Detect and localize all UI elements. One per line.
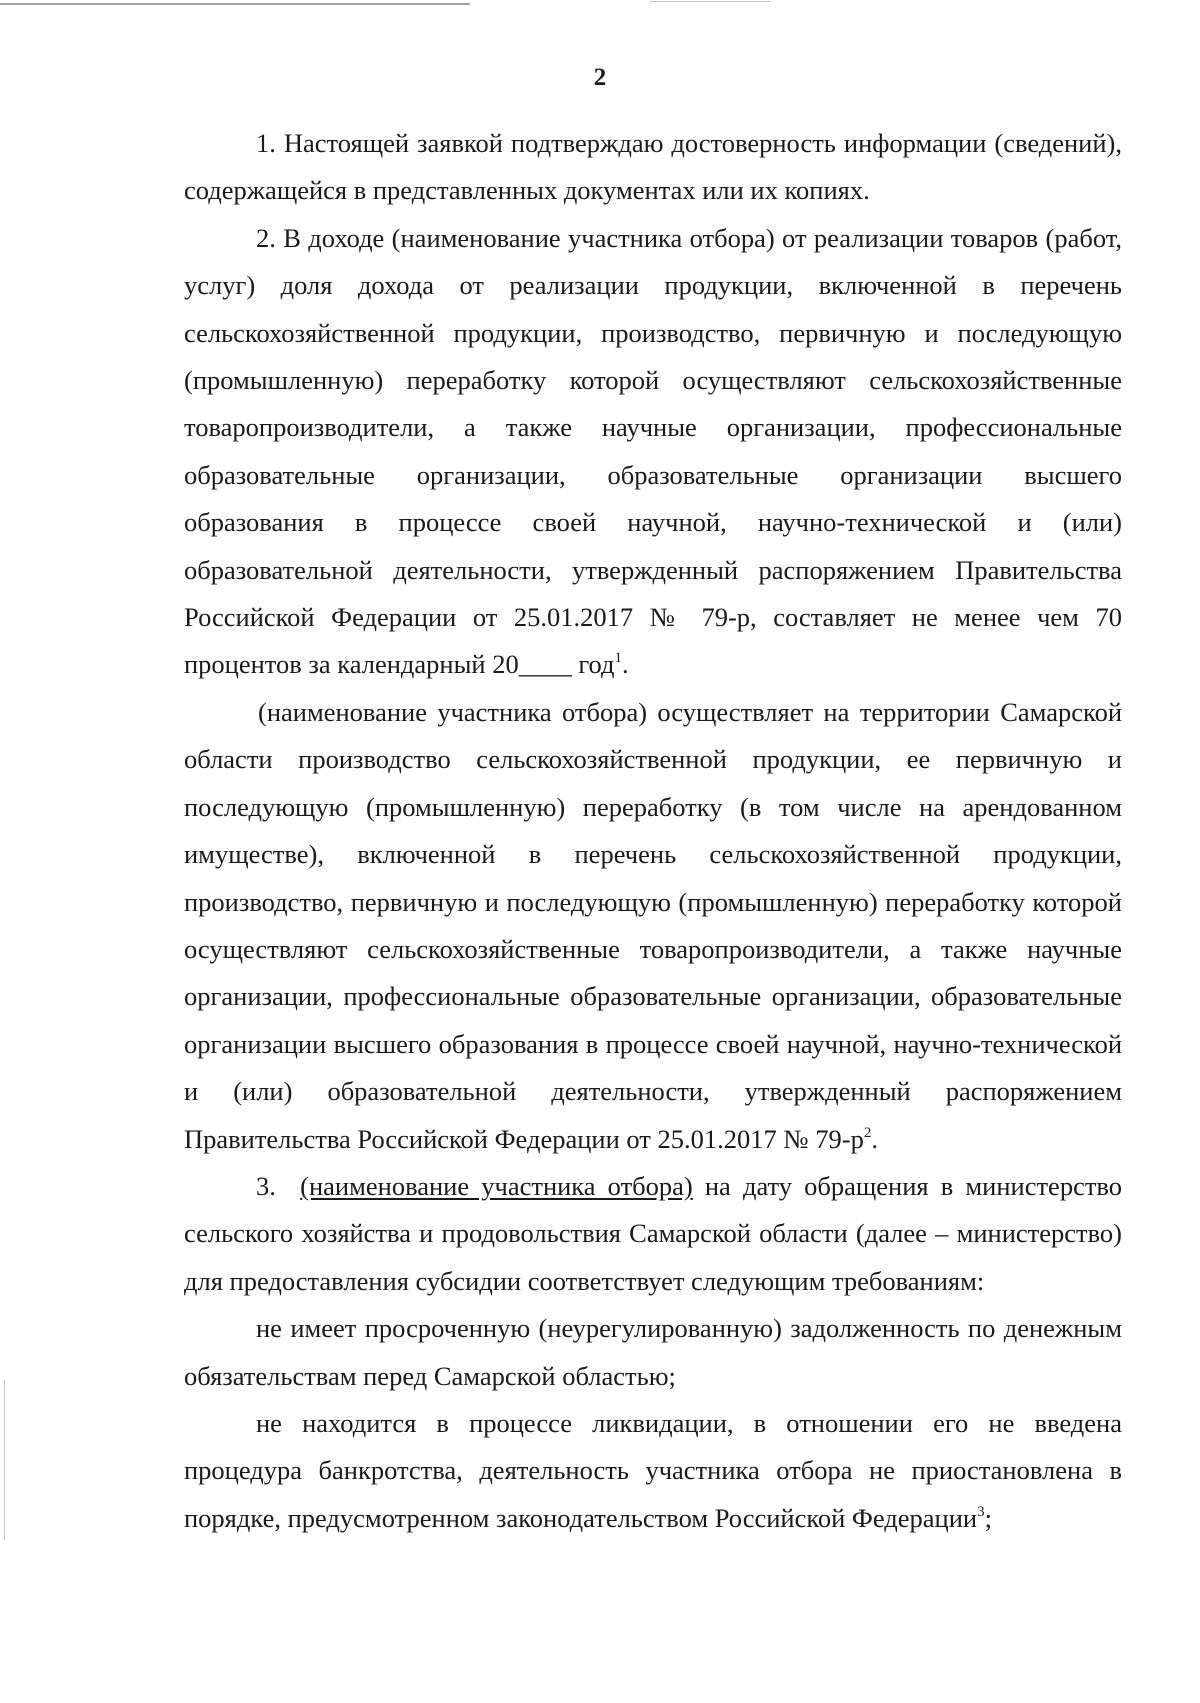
scan-edge-mark	[650, 1, 770, 2]
paragraph-6-text: не находится в процессе ликвидации, в отношении его не введена процедура банкротства, деятельность участника отбора не приостановлена в порядке, предусмотренном законодательством Российской Федерации	[184, 1407, 1122, 1533]
document-body	[184, 120, 1122, 1542]
paragraph-6-end: ;	[984, 1502, 992, 1533]
participant-name-placeholder: (наименование участника отбора)	[300, 1170, 693, 1201]
paragraph-4-text: на дату обращения в министерство сельского хозяйства и продовольствия Самарской области (далее – министерство) для предоставления субсидии соответствует следующим требованиям:	[184, 1170, 1122, 1296]
footnote-ref-2: 2	[863, 1124, 872, 1141]
paragraph-6	[184, 1400, 1122, 1542]
paragraph-2	[184, 215, 1122, 689]
paragraph-3-end: .	[871, 1123, 878, 1154]
paragraph-5: не имеет просроченную (неурегулированную) задолженность по денежным обязательствам перед Самарской областью;	[184, 1313, 1122, 1391]
scan-edge-left	[4, 1380, 5, 1540]
paragraph-3-text: (наименование участника отбора) осуществляет на территории Самарской области производство сельскохозяйственной продукции, ее первичную и последующую (промышленную) переработку (в том числе на арендованном имуществе), включенной в перечень сельскохозяйственной продукции, производство, первичную и последующую (промышленную) переработку которой осуществляют сельскохозяйственные товаропроизводители, а также научные организации, профессиональные образовательные организации, образовательные организации высшего образования в процессе своей научной, научно-технической и (или) образовательной деятельности, утвержденный распоряжением Правительства Российской Федерации от 25.01.2017 № 79-р	[184, 696, 1122, 1154]
paragraph-2-text: 2. В доходе (наименование участника отбора) от реализации товаров (работ, услуг) доля дохода от реализации продукции, включенной в перечень сельскохозяйственной продукции, производство, первичную и последующую (промышленную) переработку которой осуществляют сельскохозяйственные товаропроизводители, а также научные организации, профессиональные образовательные организации, образовательные организации высшего образования в процессе своей научной, научно-технической и (или) образовательной деятельности, утвержденный распоряжением Правительства Российской Федерации от 25.01.2017 № 79-р, составляет не менее чем 70 процентов за календарный 20____ год	[184, 222, 1122, 680]
footnote-ref-3: 3	[977, 1503, 985, 1520]
paragraph-1: 1. Настоящей заявкой подтверждаю достоверность информации (сведений), содержащейся в представленных документах или их копиях.	[184, 128, 1122, 206]
page-number: 2	[593, 64, 607, 91]
footnote-ref-1: 1	[614, 650, 623, 667]
scan-edge-top	[0, 3, 470, 5]
paragraph-4-number: 3.	[256, 1170, 276, 1201]
paragraph-3	[184, 689, 1122, 1163]
paragraph-4	[184, 1163, 1122, 1305]
paragraph-2-end: .	[622, 649, 629, 680]
